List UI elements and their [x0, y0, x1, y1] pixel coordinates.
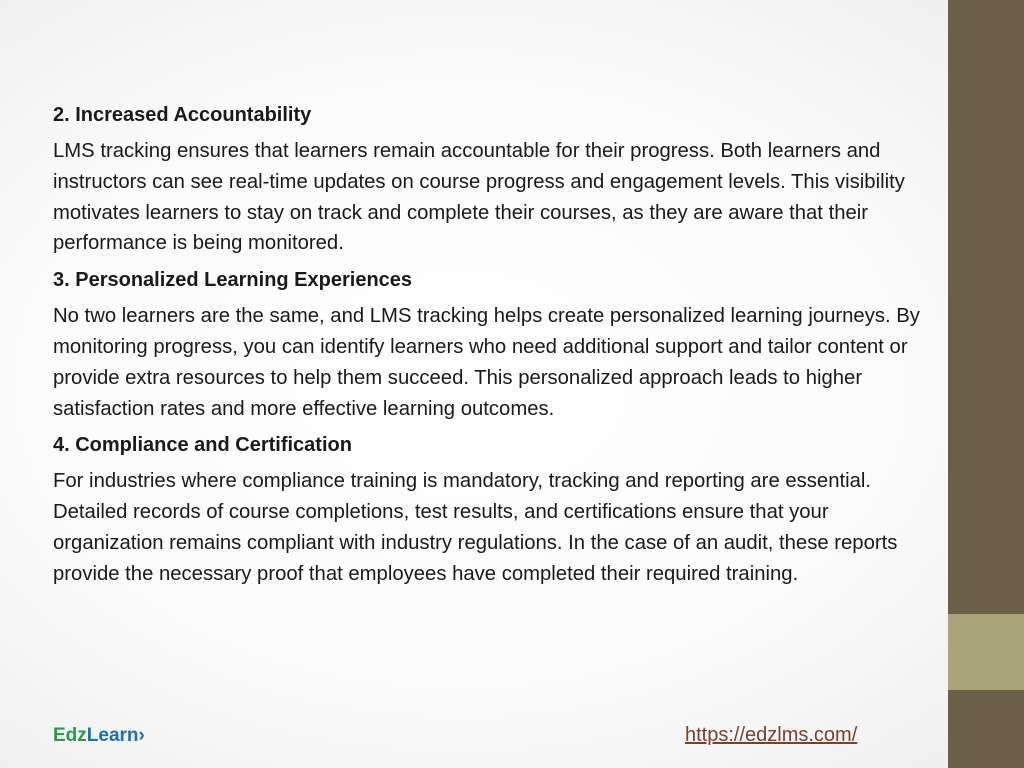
logo-text-edz: Edz: [53, 725, 87, 746]
website-link[interactable]: https://edzlms.com/: [685, 724, 858, 746]
section-body-accountability: LMS tracking ensures that learners remain accountable for their progress. Both learners and instructors can see real-time updates on course progress and engagement levels. This visibility motivates learners to stay on track and complete their courses, as they are aware that their performance is being monitored.: [53, 140, 905, 255]
section-heading-compliance: 4. Compliance and Certification: [53, 434, 352, 457]
sidebar-decoration-top: [948, 0, 1024, 614]
section-body-compliance: For industries where compliance training is mandatory, tracking and reporting are essential. Detailed records of course completions, test results, and certifications ensure that your organization remains compliant with industry regulations. In the case of an audit, these reports provide the necessary proof that employees have completed their required training.: [53, 470, 898, 585]
sidebar-decoration-accent: [948, 614, 1024, 690]
logo-text-learn: Learn: [86, 725, 139, 746]
sidebar-decoration-bottom: [948, 690, 1024, 768]
section-heading-personalized: 3. Personalized Learning Experiences: [53, 269, 413, 292]
chevron-right-icon: ›: [138, 725, 145, 746]
edzlearn-logo: [53, 725, 145, 747]
section-body-personalized: No two learners are the same, and LMS tracking helps create personalized learning journeys. By monitoring progress, you can identify learners who need additional support and tailor content or provide extra resources to help them succeed. This personalized approach leads to higher satisfaction rates and more effective learning outcomes.: [53, 305, 920, 420]
slide-content: [53, 100, 928, 596]
section-heading-accountability: 2. Increased Accountability: [53, 104, 312, 126]
